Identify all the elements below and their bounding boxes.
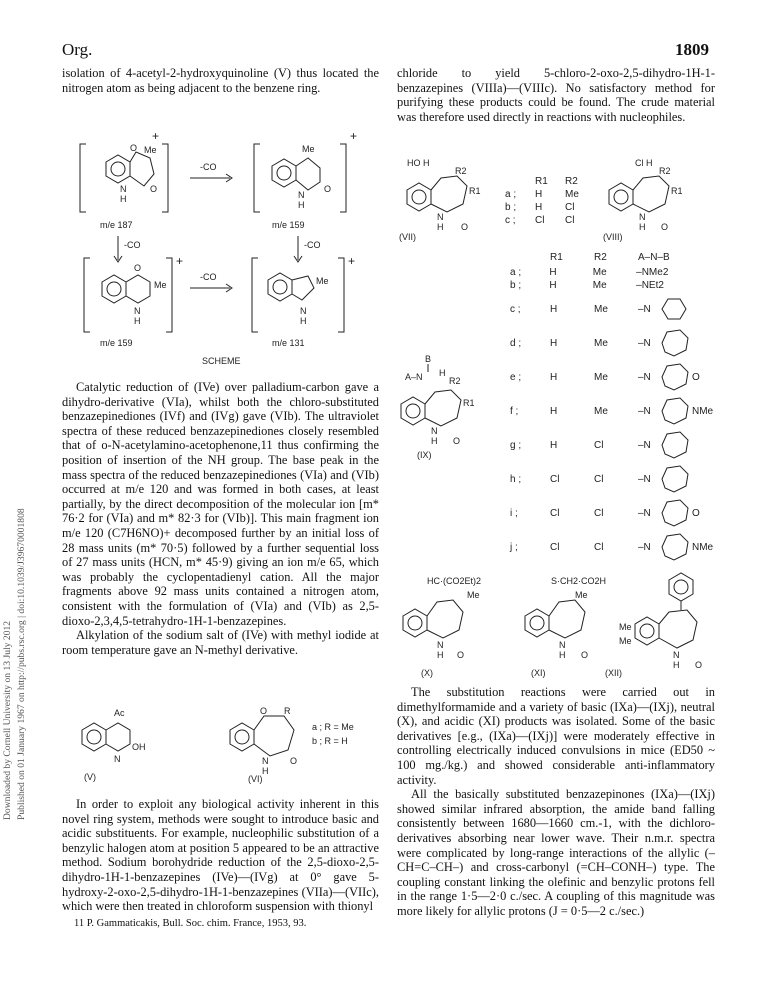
table-row (510, 266, 715, 279)
svg-text:H: H (431, 436, 438, 446)
svg-text:H: H (300, 316, 307, 326)
svg-text:N: N (120, 184, 127, 194)
svg-text:(VIII): (VIII) (603, 232, 623, 242)
table-row: c ; Cl Cl (505, 215, 575, 226)
svg-text:H: H (673, 660, 680, 670)
svg-text:O: O (150, 184, 158, 194)
table-row (510, 462, 715, 496)
svg-text:N: N (437, 640, 444, 650)
svg-text:(IX): (IX) (417, 450, 432, 460)
table-cell: Cl (550, 473, 560, 485)
svg-text:N: N (262, 756, 269, 766)
svg-text:+: + (152, 129, 160, 143)
svg-text:O: O (461, 222, 469, 232)
svg-text:Me: Me (619, 622, 632, 632)
svg-text:OH: OH (132, 742, 146, 752)
table-cell: Cl (594, 439, 604, 451)
svg-text:N: N (673, 650, 680, 660)
svg-text:(X): (X) (421, 668, 433, 678)
table-row (510, 279, 715, 292)
amine-ring-icon (660, 430, 690, 460)
svg-text:H: H (437, 650, 444, 660)
table-cell: Cl (594, 507, 604, 519)
svg-text:(VI): (VI) (248, 774, 263, 784)
svg-text:B: B (425, 354, 432, 364)
table-cell: Cl (550, 507, 560, 519)
svg-text:Me: Me (619, 636, 632, 646)
table-row (510, 394, 715, 428)
svg-text:O: O (661, 222, 669, 232)
amine-ring-icon (660, 396, 690, 426)
svg-text:H: H (439, 368, 446, 378)
table-row (510, 292, 715, 326)
table-cell: –N (638, 303, 651, 315)
svg-text:H: H (262, 766, 269, 776)
mass-spec-scheme (62, 120, 382, 370)
table-row (510, 496, 715, 530)
table-cell: –NMe2 (636, 267, 669, 278)
svg-text:(XII): (XII) (605, 668, 622, 678)
table-cell: –NEt2 (636, 280, 664, 291)
table-ix: R1 R2 A–N–B a ; H Me –NMe2 b ; H Me –NEt2 c ; H Me –N d ; H Me –N e ; H Me –N O f ; H Me –N NMe g ; H Cl –N h ; Cl Cl –N i ; Cl Cl –N O j ; Cl Cl –N NMe (510, 252, 715, 564)
ring-heteroatom-label: NMe (692, 541, 714, 553)
svg-text:N: N (431, 426, 438, 436)
table-row: a ; H Me (505, 189, 579, 200)
structure-vi (230, 706, 297, 784)
table-cell: Me (594, 405, 608, 417)
svg-text:-CO: -CO (200, 272, 217, 282)
svg-text:(VII): (VII) (399, 232, 416, 242)
svg-text:(V): (V) (84, 772, 96, 782)
amine-ring-icon (660, 328, 690, 358)
svg-text:O: O (290, 756, 298, 766)
svg-text:SCHEME: SCHEME (202, 356, 241, 366)
table-cell: e ; (510, 371, 522, 383)
svg-text:H: H (298, 200, 305, 210)
table-row (510, 326, 715, 360)
table-cell: Cl (594, 541, 604, 553)
table-cell: f ; (510, 405, 519, 417)
svg-text:-CO: -CO (200, 162, 217, 172)
table-cell: H (550, 371, 558, 383)
svg-text:O: O (134, 263, 142, 273)
structure-vii (399, 158, 481, 242)
svg-text:R1: R1 (671, 186, 683, 196)
svg-text:N: N (114, 754, 121, 764)
svg-text:O: O (453, 436, 461, 446)
table-row (510, 428, 715, 462)
table-cell: d ; (510, 337, 522, 349)
table-row: b ; H Cl (505, 202, 575, 213)
right-para-2: The substitution reactions were carried out in dimethylformamide and a variety of basic (IXa)—(IXj), neutral (X), and acidic (XI) products was isolated. Some of the basic derivatives [e.g., (IXa)—(IXj)] were moderately effective in controlling electrically induced convulsions in mice (ED50 ~ 100 mg./kg.) and showed considerable anti-inflammatory activity. All the basically substituted benzazepinones (IXa)—(IXj) showed similar infrared absorption, the amide band falling consistently between 1680—1660 cm.-1, with the dichloro-derivatives absorbing near lower wave. Their n.m.r. spectra were complicated by long-range interactions of the allylic (–CH=C–CH–) and cross-carbonyl (=CH–CONH–) type. The coupling constant linking the olefinic and benzylic protons fell in the range 1·5—2·0 c./sec. A coupling of this magnitude was more likely for allylic protons (J = 0·5—2 c./sec.) (397, 685, 715, 918)
table-cell: –N (638, 405, 651, 417)
ring-heteroatom-label: NMe (692, 405, 714, 417)
svg-text:O: O (457, 650, 465, 660)
amine-ring-icon (660, 464, 690, 494)
table-cell: H (549, 267, 557, 278)
structure-viii (603, 158, 683, 242)
structure-159a (254, 129, 357, 212)
svg-text:H: H (120, 194, 127, 204)
table-cell: H (550, 303, 558, 315)
svg-text:H: H (437, 222, 444, 232)
svg-text:Me: Me (316, 276, 329, 286)
ring-heteroatom-label: O (692, 371, 700, 383)
table-cell: j ; (510, 541, 518, 553)
table-cell: –N (638, 507, 651, 519)
table-row (510, 360, 715, 394)
svg-text:+: + (350, 129, 358, 143)
table-cell: H (550, 405, 558, 417)
svg-text:m/e 159: m/e 159 (272, 220, 305, 230)
side-download-note: Downloaded by Cornell University on 13 July 2012 (2, 620, 13, 820)
table-cell: –N (638, 371, 651, 383)
table-cell: Cl (594, 473, 604, 485)
table-cell: Me (594, 337, 608, 349)
table-cell: b ; (510, 280, 522, 291)
svg-text:Cl H: Cl H (635, 158, 653, 168)
table-row (510, 530, 715, 564)
table-cell: g ; (510, 439, 522, 451)
svg-text:Me: Me (144, 145, 157, 155)
table-cell: Me (594, 303, 608, 315)
svg-text:R2: R2 (659, 166, 671, 176)
svg-text:HO H: HO H (407, 158, 430, 168)
amine-ring-icon (660, 532, 690, 562)
structure-ix (397, 352, 497, 462)
svg-text:O: O (324, 184, 332, 194)
table-cell: H (550, 439, 558, 451)
svg-text:Me: Me (575, 590, 588, 600)
svg-text:HC·(CO2Et)2: HC·(CO2Et)2 (427, 576, 482, 586)
left-para-2: Catalytic reduction of (IVe) over palladium-carbon gave a dihydro-derivative (VIa), whilst both the chloro-substituted benzazepinediones (IVf) and (IVg) gave (VIb). The ultraviolet spectra of these reduced benzazepinediones closely resembled that of o-N-acetylamino-acetophenone,11 thus confirming the position of insertion of the NH group. The base peak in the mass spectra of the reduced benzazepinediones (VIa) and (VIb) occurred at m/e 120 and was formed in both cases, at least partially, by the direct decomposition of the molecular ion [m* 76·2 for (VIa) and m* 82·3 for (VIb)]. This main fragment ion m/e 120 (C7H6NO)+ decomposed further by an initial loss of 28 mass units (m* 70·5) followed by a further sequential loss of 27 mass units (HCN, m* 45·9) giving an ion m/e 65, which was probably the cyclopentadienyl cation. All the major fragments above 92 mass units contained a nitrogen atom, consistent with the formulation of (VIa) and (VIb) as 2,5-dioxo-2,3,4,5-tetrahydro-1H-1-benzazepines. Alkylation of the sodium salt of (IVe) with methyl iodide at room temperature gave an N-methyl derivative. (62, 380, 379, 657)
svg-text:(XI): (XI) (531, 668, 546, 678)
svg-text:H: H (559, 650, 566, 660)
amine-ring-icon (660, 362, 690, 392)
svg-text:-CO: -CO (124, 240, 141, 250)
svg-text:O: O (581, 650, 589, 660)
footnote-11: 11 P. Gammaticakis, Bull. Soc. chim. France, 1953, 93. (74, 918, 307, 929)
side-publish-note: Published on 01 January 1967 on http://pubs.rsc.org | doi:10.1039/J39670001808 (16, 508, 27, 820)
svg-text:N: N (134, 306, 141, 316)
table-cell: a ; (510, 267, 522, 278)
table-cell: –N (638, 473, 651, 485)
amine-ring-icon (660, 294, 690, 324)
svg-text:m/e 159: m/e 159 (100, 338, 133, 348)
svg-text:O: O (130, 143, 138, 153)
svg-text:Me: Me (467, 590, 480, 600)
svg-text:A–N: A–N (405, 372, 423, 382)
page-number: 1809 (675, 40, 709, 59)
svg-text:m/e 131: m/e 131 (272, 338, 305, 348)
amine-ring-icon (660, 498, 690, 528)
structure-159b (84, 254, 183, 332)
svg-text:a ; R = Me: a ; R = Me (312, 722, 354, 732)
svg-text:N: N (437, 212, 444, 222)
svg-text:R1: R1 (463, 398, 475, 408)
svg-text:R2: R2 (455, 166, 467, 176)
journal-name: Org. (62, 40, 93, 59)
svg-text:Me: Me (154, 280, 167, 290)
svg-text:b ; R = H: b ; R = H (312, 736, 348, 746)
svg-text:N: N (298, 190, 305, 200)
table-cell: i ; (510, 507, 518, 519)
structure-v (82, 708, 146, 782)
svg-text:+: + (176, 254, 184, 268)
svg-text:Ac: Ac (114, 708, 125, 718)
table-cell: –N (638, 337, 651, 349)
svg-text:N: N (300, 306, 307, 316)
svg-text:N: N (559, 640, 566, 650)
table-cell: –N (638, 541, 651, 553)
table-vii: R1 R2 a ; H Me b ; H Cl c ; Cl Cl (505, 176, 605, 228)
right-para-1: chloride to yield 5-chloro-2-oxo-2,5-dihydro-1H-1-benzazepines (VIIIa)—(VIIIc). No satisfactory method for purifying these products could be found. The crude material was therefore used directly in reactions with nucleophiles. (397, 66, 715, 124)
table-cell: Me (594, 371, 608, 383)
ring-heteroatom-label: O (692, 507, 700, 519)
svg-text:H: H (134, 316, 141, 326)
table-cell: h ; (510, 473, 522, 485)
svg-text:S·CH2·CO2H: S·CH2·CO2H (551, 576, 607, 586)
svg-text:+: + (348, 254, 356, 268)
structures-v-vi (62, 706, 382, 786)
structure-187 (80, 129, 168, 212)
table-cell: Cl (550, 541, 560, 553)
structure-xi (525, 576, 606, 678)
structure-x (403, 576, 481, 678)
svg-text:R1: R1 (469, 186, 481, 196)
table-cell: H (550, 337, 558, 349)
table-cell: H (549, 280, 557, 291)
svg-text:-CO: -CO (304, 240, 321, 250)
svg-text:Me: Me (302, 144, 315, 154)
structure-131 (252, 254, 355, 332)
table-cell: c ; (510, 303, 521, 315)
left-para-3: In order to exploit any biological activity inherent in this novel ring system, methods were sought to introduce basic and acidic substituents. For example, nucleophilic substitution of a benzylic halogen atom at position 5 appeared to be an attractive method. Sodium borohydride reduction of the 2,5-dioxo-2,5-dihydro-1H-1-benzazepines (IVe)—(IVg) at 0° gave 5-hydroxy-2-oxo-2,5-dihydro-1H-1-benzazepines (VIIa)—(VIIc), which were then treated in chloroform suspension with thionyl (62, 797, 379, 914)
left-para-1: isolation of 4-acetyl-2-hydroxyquinoline (V) thus located the nitrogen atom as being adjacent to the benzene ring. (62, 66, 379, 95)
table-cell: Me (592, 280, 607, 291)
structures-x-xi-xii (397, 572, 717, 682)
svg-text:R2: R2 (449, 376, 461, 386)
svg-text:O: O (260, 706, 268, 716)
svg-text:m/e 187: m/e 187 (100, 220, 133, 230)
table-cell: Me (592, 267, 607, 278)
structure-xii (605, 573, 702, 678)
svg-text:H: H (639, 222, 646, 232)
table-cell: –N (638, 439, 651, 451)
svg-text:O: O (695, 660, 703, 670)
svg-text:N: N (639, 212, 646, 222)
svg-text:R: R (284, 706, 291, 716)
